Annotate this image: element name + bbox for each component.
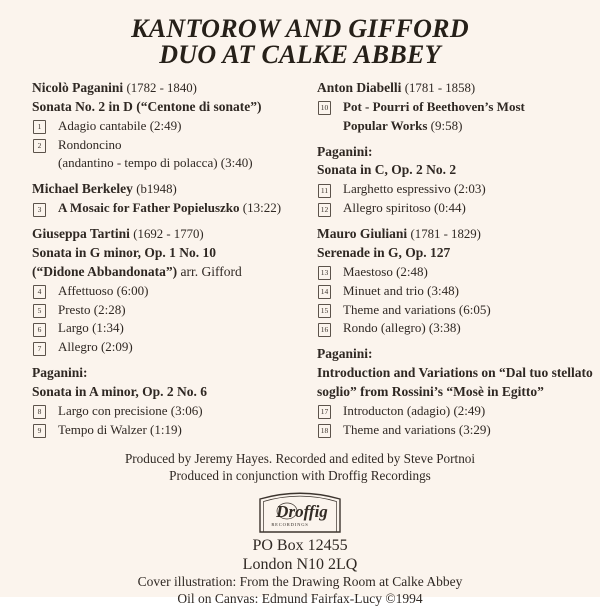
cover-artist-credit: Oil on Canvas: Edmund Fairfax-Lucy ©1994 — [177, 590, 423, 606]
track-text — [58, 199, 303, 218]
composer-line — [32, 79, 303, 98]
composer-name: Michael Berkeley — [32, 181, 133, 197]
track-row-6 — [32, 319, 303, 338]
composer-name: Giuseppa Tartini — [32, 226, 130, 242]
track-row-1 — [32, 117, 303, 136]
track-duration: (2:03) — [453, 181, 486, 197]
work-subtitle — [32, 263, 303, 282]
track-number-box: 3 — [33, 203, 46, 217]
tracklist-right-column — [317, 79, 593, 447]
track-number-box: 8 — [33, 405, 46, 419]
track-title: Theme and variations — [343, 301, 456, 317]
track-title: Largo con precisione — [58, 402, 168, 418]
track-duration: (9:58) — [430, 117, 463, 133]
track-row-9 — [32, 421, 303, 440]
track-title: Introducton (adagio) — [343, 402, 451, 418]
track-title: Theme and variations — [343, 421, 456, 437]
section-paganini-mose — [317, 345, 593, 439]
composer-dates: (1781 - 1829) — [410, 227, 481, 242]
track-duration: (1:34) — [92, 320, 124, 336]
track-text — [343, 98, 588, 136]
composer-name: Mauro Giuliani — [317, 226, 408, 242]
tracklist — [0, 68, 600, 447]
section-paganini-sonata2 — [32, 79, 303, 173]
album-title-line-2: DUO AT CALKE ABBEY — [159, 40, 441, 69]
composer-line — [32, 180, 303, 199]
work-title: Sonata in A minor, Op. 2 No. 6 — [32, 384, 208, 400]
track-subtitle: (andantino - tempo di polacca) (3:40) — [58, 155, 253, 171]
track-row-12 — [317, 199, 588, 218]
composer-dates: (1692 - 1770) — [133, 227, 204, 242]
track-title: Presto — [58, 301, 91, 317]
work-title: Introduction and Variations on “Dal tuo stellato — [317, 365, 593, 381]
composer-name: Paganini: — [317, 143, 373, 159]
track-row-2 — [32, 136, 303, 174]
track-duration: (2:09) — [100, 339, 133, 355]
track-title: Pot - Pourri of Beethoven’s Most — [343, 98, 525, 114]
composer-dates: (1781 - 1858) — [404, 81, 476, 95]
track-row-17 — [317, 402, 588, 421]
album-title-line-1: KANTOROW AND GIFFORD — [131, 14, 469, 43]
address-line-1: PO Box 12455 — [252, 536, 348, 554]
album-title — [0, 0, 600, 68]
track-number-box: 11 — [318, 184, 331, 198]
track-duration: (3:06) — [170, 402, 203, 418]
work-title-line-2: soglio” from Rossini’s “Mosè in Egitto” — [317, 384, 544, 400]
track-duration: (6:00) — [116, 282, 149, 298]
track-number-box: 2 — [33, 139, 46, 153]
composer-name: Paganini: — [32, 365, 88, 381]
track-row-3 — [32, 199, 303, 218]
track-title: A Mosaic for Father Popieluszko — [58, 200, 240, 216]
section-giuliani — [317, 225, 588, 338]
track-title: Larghetto espressivo — [343, 181, 451, 197]
track-title: Rondoncino — [58, 136, 122, 152]
logo-subtitle: RECORDINGS — [271, 521, 309, 527]
work-title: Sonata No. 2 in D (“Centone di sonate”) — [32, 98, 262, 114]
track-number-box: 6 — [33, 323, 46, 337]
composer-line — [317, 79, 588, 98]
producer-credit: Produced by Jeremy Hayes. Recorded and edited by Steve Portnoi — [124, 450, 476, 466]
footer — [0, 450, 600, 607]
track-duration: (2:48) — [396, 263, 428, 279]
track-text — [58, 117, 303, 136]
tracklist-left-column — [32, 79, 303, 447]
work-arranger: arr. Gifford — [177, 263, 242, 279]
track-row-14 — [317, 282, 588, 301]
track-number-box: 14 — [318, 285, 331, 299]
track-title-line-2: Popular Works — [343, 117, 428, 133]
track-duration: (0:44) — [434, 200, 466, 216]
track-title: Rondo (allegro) — [343, 320, 426, 336]
composer-line — [32, 225, 303, 244]
track-duration: (2:49) — [453, 402, 486, 418]
track-number-box: 7 — [33, 342, 46, 356]
track-title: Affettuoso — [58, 282, 114, 298]
track-row-11 — [317, 180, 588, 199]
track-duration: (2:49) — [149, 117, 182, 133]
section-berkeley — [32, 180, 303, 218]
section-tartini — [32, 225, 303, 357]
track-title: Adagio cantabile — [58, 117, 147, 133]
work-title: Sonata in G minor, Op. 1 No. 10 — [32, 244, 217, 260]
cover-illustration-credit: Cover illustration: From the Drawing Room at Calke Abbey — [137, 574, 463, 590]
track-number-box: 10 — [318, 101, 331, 115]
track-number-box: 9 — [33, 424, 46, 438]
section-paganini-sonata-c — [317, 143, 588, 218]
track-number-box: 1 — [33, 120, 46, 134]
composer-dates: (1782 - 1840) — [126, 81, 197, 95]
composer-line — [317, 143, 588, 162]
work-title: Sonata in C, Op. 2 No. 2 — [317, 162, 457, 178]
track-row-7 — [32, 338, 303, 357]
track-row-13 — [317, 263, 588, 282]
track-duration: (13:22) — [242, 200, 282, 216]
label-credit: Produced in conjunction with Droffig Recordings — [169, 467, 431, 483]
section-paganini-sonata-a-minor — [32, 364, 303, 439]
track-title: Allegro spiritoso — [343, 200, 431, 216]
track-title: Largo — [58, 320, 89, 336]
address-line-2: London N10 2LQ — [242, 556, 358, 574]
track-number-box: 4 — [33, 285, 46, 299]
track-duration: (6:05) — [458, 301, 491, 317]
track-row-5 — [32, 301, 303, 320]
track-duration: (3:38) — [428, 320, 461, 336]
track-row-16 — [317, 319, 588, 338]
track-duration: (3:48) — [427, 282, 459, 298]
composer-name: Nicolò Paganini — [32, 80, 124, 95]
track-row-10 — [317, 98, 588, 136]
track-title: Allegro — [58, 339, 98, 355]
track-number-box: 13 — [318, 266, 331, 280]
track-number-box: 18 — [318, 424, 331, 438]
composer-line — [317, 345, 588, 364]
droffig-recordings-logo — [254, 487, 346, 535]
composer-name: Anton Diabelli — [317, 80, 402, 95]
composer-line — [317, 225, 588, 244]
work-subtitle-bold: (“Didone Abbandonata”) — [32, 263, 178, 279]
track-number-box: 17 — [318, 405, 331, 419]
composer-dates: (b1948) — [136, 182, 177, 197]
composer-name: Paganini: — [317, 346, 373, 362]
work-title: Serenade in G, Op. 127 — [317, 244, 451, 260]
track-number-box: 16 — [318, 323, 331, 337]
track-title: Maestoso — [343, 263, 393, 279]
track-text — [58, 136, 303, 174]
track-number-box: 12 — [318, 203, 331, 217]
composer-line — [32, 364, 303, 383]
track-title: Minuet and trio — [343, 282, 424, 298]
track-number-box: 15 — [318, 304, 331, 318]
track-duration: (2:28) — [93, 301, 126, 317]
track-row-4 — [32, 282, 303, 301]
track-duration: (1:19) — [150, 421, 182, 437]
track-number-box: 5 — [33, 304, 46, 318]
track-row-15 — [317, 301, 588, 320]
track-row-18 — [317, 421, 588, 440]
section-diabelli — [317, 79, 588, 136]
track-row-8 — [32, 402, 303, 421]
track-duration: (3:29) — [458, 421, 491, 437]
logo-wordmark: Droffig — [276, 501, 328, 521]
track-title: Tempo di Walzer — [58, 421, 147, 437]
